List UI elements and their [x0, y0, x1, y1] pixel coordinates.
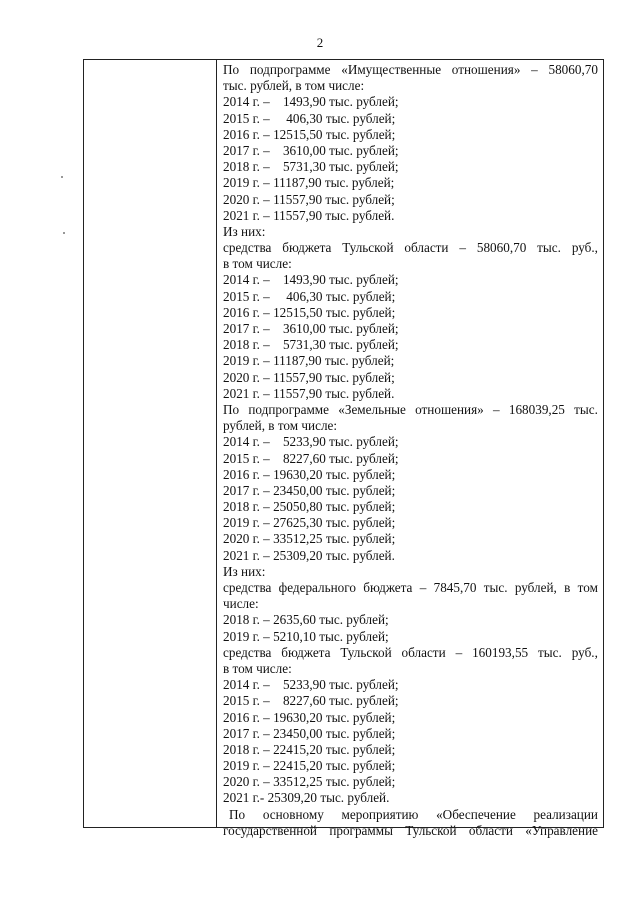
text-line-justified: [223, 240, 598, 256]
word: –: [455, 644, 463, 660]
text-line: 2019 г. – 11187,90 тыс. рублей;: [223, 353, 395, 369]
text-line: 2019 г. – 27625,30 тыс. рублей;: [223, 515, 396, 531]
word: основному: [262, 806, 324, 822]
word: Тульской: [342, 240, 394, 256]
word: программы: [329, 822, 393, 838]
word: бюджета: [282, 240, 332, 256]
word: подпрограмме: [249, 62, 331, 77]
word: реализации: [533, 806, 598, 822]
text-line: 2019 г. – 5210,10 тыс. рублей;: [223, 628, 389, 644]
word: тыс.: [574, 401, 598, 417]
word: бюджета: [363, 580, 413, 595]
word: том: [577, 580, 598, 595]
text-line-justified: [223, 807, 598, 823]
word: бюджета: [281, 644, 331, 660]
word: отношения»: [451, 62, 521, 77]
text-line: 2021 г. – 25309,20 тыс. рублей.: [223, 547, 395, 563]
word: руб.,: [571, 644, 598, 660]
text-line: 2020 г. – 33512,25 тыс. рублей;: [223, 531, 396, 547]
text-line: 2014 г. – 1493,90 тыс. рублей;: [223, 94, 399, 110]
text-line: 2015 г. – 406,30 тыс. рублей;: [223, 110, 396, 126]
text-line: 2021 г. – 11557,90 тыс. рублей.: [223, 207, 395, 223]
text-line: 2014 г. – 5233,90 тыс. рублей;: [223, 677, 399, 693]
text-line: 2019 г. – 11187,90 тыс. рублей;: [223, 175, 395, 191]
text-line: 2021 г.- 25309,20 тыс. рублей.: [223, 790, 390, 806]
text-line: 2016 г. – 12515,50 тыс. рублей;: [223, 304, 396, 320]
text-line: 2016 г. – 19630,20 тыс. рублей;: [223, 709, 396, 725]
word: 160193,55: [472, 644, 529, 660]
word: По: [223, 401, 240, 417]
text-line: 2020 г. – 11557,90 тыс. рублей;: [223, 369, 395, 385]
word: подпрограмме: [248, 401, 329, 417]
word: государственной: [223, 822, 317, 838]
word: средства: [223, 580, 272, 595]
table-right-cell: [218, 60, 603, 838]
text-line: 2017 г. – 23450,00 тыс. рублей;: [223, 482, 396, 498]
text-line-justified: [223, 645, 598, 661]
word: тыс.: [538, 644, 562, 660]
word: области: [401, 644, 446, 660]
word: По: [229, 806, 246, 822]
word: «Обеспечение: [436, 806, 516, 822]
text-line: 2018 г. – 25050,80 тыс. рублей;: [223, 499, 396, 515]
text-line-justified: [223, 402, 598, 418]
text-line: 2018 г. – 2635,60 тыс. рублей;: [223, 612, 389, 628]
text-line: в том числе:: [223, 256, 292, 272]
word: 58060,70: [548, 62, 598, 77]
text-line: Из них:: [223, 223, 266, 239]
text-line: рублей, в том числе:: [223, 418, 338, 434]
word: По: [223, 62, 240, 77]
word: Тульской: [405, 822, 457, 838]
word: –: [493, 401, 500, 417]
text-line: 2017 г. – 3610,00 тыс. рублей;: [223, 142, 399, 158]
word: Тульской: [340, 644, 392, 660]
text-line: 2015 г. – 8227,60 тыс. рублей;: [223, 450, 399, 466]
word: средства: [223, 644, 272, 660]
word: 168039,25: [508, 401, 565, 417]
word: «Имущественные: [341, 62, 442, 77]
table-left-cell: [84, 60, 217, 827]
word: –: [459, 240, 466, 256]
word: рублей,: [514, 580, 557, 595]
text-line: тыс. рублей, в том числе:: [223, 78, 365, 94]
text-line: 2019 г. – 22415,20 тыс. рублей;: [223, 758, 396, 774]
word: руб.,: [571, 240, 598, 256]
word: мероприятию: [341, 806, 419, 822]
text-line: 2021 г. – 11557,90 тыс. рублей.: [223, 385, 395, 401]
text-line: 2018 г. – 22415,20 тыс. рублей;: [223, 741, 396, 757]
word: 58060,70: [476, 240, 527, 256]
text-line: 2018 г. – 5731,30 тыс. рублей;: [223, 337, 399, 353]
word: –: [531, 62, 538, 77]
word: –: [419, 580, 427, 595]
word: «Управление: [525, 822, 598, 838]
word: отношения»: [415, 401, 484, 417]
text-line: 2020 г. – 11557,90 тыс. рублей;: [223, 191, 395, 207]
text-line: 2018 г. – 5731,30 тыс. рублей;: [223, 159, 399, 175]
text-line-justified: [223, 580, 598, 596]
word: 7845,70: [433, 580, 477, 595]
word: области: [468, 822, 513, 838]
text-line: 2015 г. – 406,30 тыс. рублей;: [223, 288, 396, 304]
word: области: [404, 240, 449, 256]
text-line-justified: [223, 823, 598, 839]
scan-speck: [61, 176, 63, 178]
word: в: [564, 580, 571, 595]
text-line: 2014 г. – 1493,90 тыс. рублей;: [223, 272, 399, 288]
text-line: 2015 г. – 8227,60 тыс. рублей;: [223, 693, 399, 709]
text-line: в том числе:: [223, 660, 292, 676]
word: «Земельные: [338, 401, 406, 417]
word: федерального: [278, 580, 356, 595]
text-line: числе:: [223, 596, 259, 612]
page-number: 2: [316, 35, 324, 50]
text-line: 2017 г. – 23450,00 тыс. рублей;: [223, 725, 396, 741]
text-line-justified: [223, 62, 598, 78]
text-line: 2017 г. – 3610,00 тыс. рублей;: [223, 321, 399, 336]
text-line: 2016 г. – 19630,20 тыс. рублей;: [223, 466, 396, 482]
word: средства: [223, 240, 272, 256]
text-line: 2020 г. – 33512,25 тыс. рублей;: [223, 774, 396, 790]
text-line: 2016 г. – 12515,50 тыс. рублей;: [223, 126, 396, 142]
program-table: [83, 59, 604, 838]
scan-speck: [63, 232, 65, 234]
word: тыс.: [537, 240, 561, 256]
text-line: 2014 г. – 5233,90 тыс. рублей;: [223, 434, 399, 450]
word: тыс.: [483, 580, 508, 595]
text-line: Из них:: [223, 563, 266, 579]
